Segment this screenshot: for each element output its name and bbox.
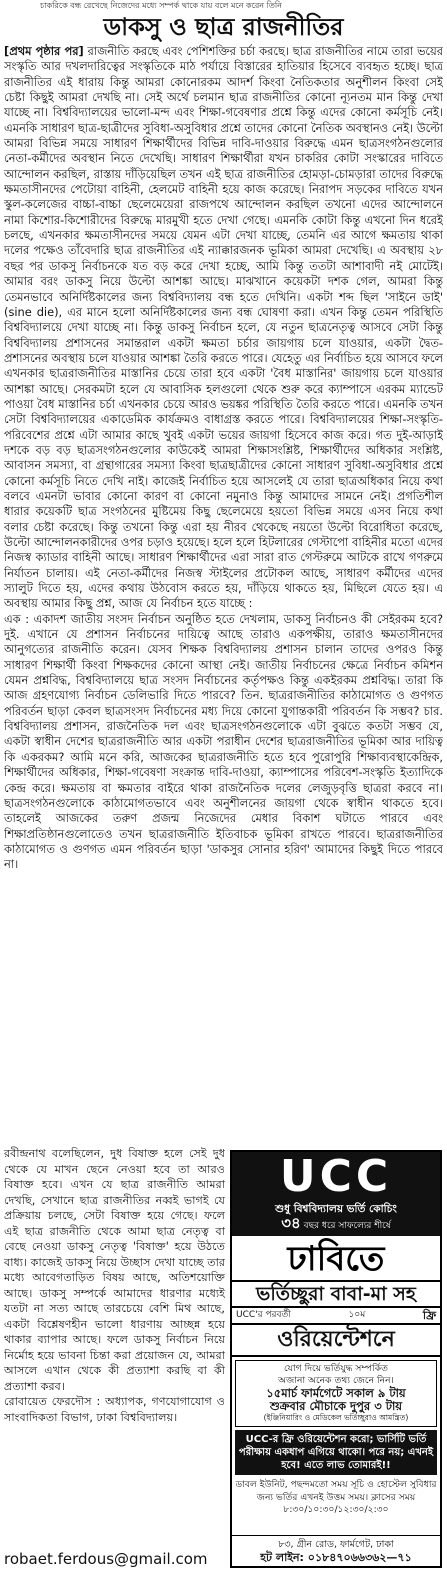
ad-schedule-box xyxy=(235,1360,437,1427)
author-email: robaet.ferdous@gmail.com xyxy=(4,1550,208,1568)
ad-hotline: হট লাইন: ০১৮৪৭০৬৬৩৬২—৭১ xyxy=(260,1551,412,1564)
ucc-advertisement xyxy=(230,1150,442,1568)
ad-date-line: শুক্রবার মৌচাকে দুপুর ৩ টায় xyxy=(269,1398,403,1413)
article-side-column xyxy=(4,1146,225,1544)
ad-years-text: বছর ধরে সাফল্যের শীর্ষে xyxy=(303,1221,391,1231)
previous-column-fragment: চাকরিকে বন্ধ রেখেছে নিজেদের মধ্যে সম্পর্ক থাকে যায় বলে মনে করেন তিনি xyxy=(40,1,282,10)
ad-row-mid: ১০ম xyxy=(348,1310,366,1320)
ad-row-left: UCC'র পরবর্তী xyxy=(236,1310,291,1320)
ad-box-line: যোগ দিয়ে ভর্তিযুদ্ধ সম্পর্কিত xyxy=(283,1363,389,1374)
ad-box-line: অজানা অনেক তথ্য জেনে নিন। xyxy=(278,1375,394,1387)
continuation-label: [প্রথম পৃষ্ঠার পর] xyxy=(4,44,84,58)
ad-note: (ইঞ্জিনিয়ারিং ও মেডিকেল ভর্তিচ্ছুরাও আমন্ত্রিত) xyxy=(263,1412,409,1422)
ad-headline-3: ওরিয়েন্টেশনে xyxy=(232,1323,440,1357)
author-byline: রোবায়েত ফেরদৌস : অধ্যাপক, গণযোগাযোগ ও সাংবাদিকতা বিভাগ, ঢাকা বিশ্ববিদ্যালয়। xyxy=(4,1395,225,1424)
side-paragraph: রবীন্দ্রনাথ বলেছিলেন, দুধ বিষাক্ত হলে সেই দুধ থেকে যে মাখন ছেনে নেওয়া হবে তা আরও বিষাক্ত হবে। এখন যে ছাত্র রাজনীতি আমরা দেখছি, সেখানে ছাত্র রাজনীতির নব্বই ভাগই যে প্রক্রিয়ায় চলছে, সেটা বিষাক্ত হয়ে গেছে। ফলে এই ছাত্র রাজনীতি থেকে আমা ছাত্র নেতৃত্ব বা বেছে নেওয়া ডাকসু নেতৃত্ব 'বিষাক্ত' হয়ে উঠতে বাধ্য। কাজেই ডাকসু নিয়ে উচ্ছাস দেখা যাচ্ছে তার মধ্যে আবেগতাড়িত বিষয় আছে, অতিশয়োক্তি আছে। ডাকসু সম্পর্কে আমাদের ধারণার মধ্যেই যতটা না সত্য আছে তারচেয়ে বেশি মিথ আছে, একটা বিশ্লেষণহীন ভালো ধারণায় আচ্ছন্ন হয়ে থাকার ব্যাপার আছে। ফলে ডাকসু নির্বাচন নিয়ে নির্মোহ হয়ে ভাবনা চিন্তা করা প্রয়োজন যে, আমরা আসলে এখান থেকে কী প্রত্যাশা করছি বা কী প্রত্যাশা করব। xyxy=(4,1147,225,1393)
ad-headline-2: ভর্তিচ্ছুরা বাবা-মা সহ xyxy=(232,1280,440,1308)
ad-years xyxy=(232,1216,440,1236)
ucc-logo: UCC xyxy=(232,1152,440,1202)
ad-footer-info: ডাবল ইউনিট, পছন্দমতো সময় সূচি ও হোস্টেল সুবিধার জন্য ভর্তির এখনই উত্তম সময়। ক্লাসের সময় ৮:৩০/১০:৩০/১২:৩০/২:৩০ xyxy=(235,1479,437,1516)
ad-orientation-row xyxy=(232,1308,440,1323)
article-body xyxy=(4,44,443,1146)
ad-date-line: ১৫মার্চ ফার্মগেটে সকাল ৯ টায় xyxy=(266,1386,406,1401)
article-headline: ডাকসু ও ছাত্র রাজনীতির xyxy=(103,13,344,41)
ad-contact xyxy=(232,1535,440,1566)
ad-address: ৮৩, গ্রীন রোড, ফার্মগেট, ঢাকা xyxy=(278,1539,394,1550)
ad-years-number: ৩৪ xyxy=(281,1214,301,1232)
body-paragraph-text: রাজনীতি করছে এবং পেশিশক্তির চর্চা করছে। ছাত্র রাজনীতির নামে তারা ভয়ের সংস্কৃতি আর দখলদারিত্বের সংস্কৃতিকে মাঠ পর্যায়ে বিস্তারের হাতিয়ার হিসেবে ব্যবহৃত হচ্ছে। ছাত্র রাজনীতির এই ধারায় কিন্তু আমরা কোনোরকম আদর্শ কিংবা নৈতিকতার অনুশীলন কিংবা সেই চেষ্টা কিছুই আমরা দেখছি না। সেই অর্থে চলমান ছাত্র রাজনীতির কোনো ন্যূনতম মান কিন্তু দেখা যাচ্ছে না। বিশ্ববিদ্যালয়ের ভালো-মন্দ এবং শিক্ষা-গবেষণার প্রশ্নে কিন্তু এদের কোনো কর্মসূচি নেই। এমনকি সাধারণ ছাত্র-ছাত্রীদের সুবিধা-অসুবিধার প্রশ্নে তাদের কোনো নৈতিক অবস্থানও নেই। উল্টো আমরা বিভিন্ন সময়ে সাধারণ শিক্ষার্থীদের বিভিন্ন দাবি-দাওয়ার বিরুদ্ধে এমন ছাত্রসংগঠনগুলোর নেতা-কর্মীদের অবস্থান নিতে দেখেছি। সাধারণ শিক্ষার্থীরা যখন চাকরির কোটা সংস্কারের দাবিতে আন্দোলন করছিল, রাস্তায় দাঁড়িয়েছিল তখন এই ছাত্র রাজনীতির হোমড়া-চোমড়ারা তাদের বিরুদ্ধে ক্ষমতাসীনদের পেটোয়া বাহিনী, হেলমেট বাহিনী হয়ে কাজ করেছে। নিরাপদ সড়কের দাবিতে যখন স্কুল-কলেজের বাচ্চা-বাচ্চা ছেলেমেয়েরা রাজপথে আন্দোলন করছিল তখনো এদের আন্দোলনে নামা কিশোর-কিশোরীদের বিরুদ্ধে মারমুখী হতে দেখা গেছে। এমনকি কোটা কিন্তু এখনো দিন ধরেই চলছে, এখনকার ক্ষমতাসীনদের সময়ে যেমন এটা দেখা যাচ্ছে, তেমনি এর আগে ক্ষমতায় থাকা দলের পক্ষেও তাঁবেদারি ছাত্র রাজনীতির এই ন্যাক্কারজনক ভূমিকা আমরা দেখেছি। এ অবস্থায় ২৮ বছর পর ডাকসু নির্বাচনকে যত বড় করে দেখা হচ্ছে, আমি কিন্তু ততটা আশাবাদী নই মোটেই। আমার বরং ডাকসু নিয়ে উল্টো আশঙ্কা আছে। মাঝখানে কয়েকটা দশক গেল, আমরা কিন্তু তেমনভাবে অনির্দিষ্টকালের জন্য বিশ্ববিদ্যালয় বন্ধ হতে দেখিনি। একটা শব্দ ছিল 'সাইনে ডাই' (sine die), এর মানে হলো অনির্দিষ্টকালের জন্য বন্ধ ঘোষণা করা। এখন কিন্তু তেমন পরিস্থিতি বিশ্ববিদ্যালয়ে দেখা যাচ্ছে না। কিন্তু ডাকসু নির্বাচন হলে, যে নতুন ছাত্রনেতৃত্ব আসবে সেটা কিন্তু বিশ্ববিদ্যালয় প্রশাসনের সমান্তরাল একটা ক্ষমতা চর্চার জায়গায় চলে যাওয়ার, একটা দ্বৈত-প্রশাসনের অবস্থায় চলে যাওয়ার আশঙ্কা তৈরি করতে পারে। যেহেতু এর নির্বাচিত হয়ে আসবে ফলে এখনকার ছাত্ররাজনীতির মাস্তানির চেয়ে তারা হবে একটা 'বৈধ মাস্তানির' জায়গায় চলে যাওয়ার আশঙ্কা আছে। সেরকমটা হলে যে আবাসিক হলগুলো থেকে শুরু করে ক্যাম্পাসে এরকম ম্যান্ডেট পাওয়া বৈধ মাস্তানির চর্চা এখনকার চেয়ে আরও ভয়ঙ্কর পরিস্থিতি তৈরি করতে পারে। এমনকি তখন সেটা বিশ্ববিদ্যালয়ের একাডেমিক কার্যক্রমও বাধাগ্রস্ত করতে পারে। বিশ্ববিদ্যালয়ের শিক্ষা-সংস্কৃতি-পরিবেশের প্রশ্নে এটা আমার কাছে খুবই একটা ভয়ের জায়গা হিসেবে কাজ করে। গত দুই-আড়াই দশকে বড় বড় ছাত্রসংগঠনগুলোর কাউকেই আমরা শিক্ষাসংশ্লিষ্ট, শিক্ষার্থীদের অধিকার সংশ্লিষ্ট, আবাসন সমস্যা, বা গ্রন্থাগারের সমস্যা কিংবা ছাত্রছাত্রীদের কোনো সাধারণ সুবিধা-অসুবিধার প্রশ্নে কোনো কর্মসূচি নিতে দেখি নাই। কাজেই নির্বাচিত হয়ে আসলেই যে তারা ছাত্রঅধিকার নিয়ে কথা বলবে এমনটা ভাবার কোনো কারণ বা কোনো নমুনাও কিন্তু আমাদের সামনে নেই। প্রগতিশীল ধারার কয়েকটি ছাত্র সংগঠনের মুষ্টিমেয় কিছু ছেলেমেয়ে হয়তো বিভিন্ন সময়ে এসব নিয়ে কথা বলার চেষ্টা করেছে। কিন্তু তখনো কিন্তু এরা হয় নীরব থেকেছে নয়তো উল্টো বিরোধিতা করেছে, উল্টো আন্দোলনকারীদের ওপর চড়াও হয়েছে। হলে হলে হিটলারের গেস্টাপো বাহিনীর মতো এদের নিজস্ব ক্যাডার বাহিনী আছে। সাধারণ শিক্ষার্থীদের এরা সারা রাত গেস্টরুমে আটকে রাখে গণরুমে নির্যাতন চালায়। এই নেতা-কর্মীদের নিজস্ব স্টাইলের প্রটোকল আছে, সাধারণ কর্মীদের এদের স্যালুট দিতে হয়, এদের কথায় উঠবোস করতে হয়, দাঁড়িয়ে থাকতে হয়, মিছিলে যেতে হয়। এ অবস্থায় আমার কিছু প্রশ্ন, আজ যে নির্বাচন হতে যাচ্ছে : xyxy=(4,44,443,611)
ad-callout: UCC-র ফ্রি ওরিয়েন্টেশন করো; ভার্সিটি ভর্তি পরীক্ষায় একধাপ এগিয়ে থাকো। পরে নয়; এখনই হবে! এতে লাভ তোমারই!! xyxy=(235,1430,437,1475)
ad-tagline: শুধু বিশ্ববিদ্যালয় ভর্তি কোচিং xyxy=(232,1202,440,1216)
ad-headline-1: ঢাবিতে xyxy=(287,1239,385,1279)
body-paragraph: এক : একাদশ জাতীয় সংসদ নির্বাচন অনুষ্ঠিত হতে দেখলাম, ডাকসু নির্বাচনও কী সেইরকম হবে? দুই. এখানে যে প্রশাসন নির্বাচনের দায়িত্বে আছে তারাও একপক্ষীয়, তারাও ক্ষমতাসীনদের আনুগত্যের রাজনীতি করেন। যেসব শিক্ষক বিশ্ববিদ্যালয় প্রশাসন চালান তাদের ওপরও কিন্তু সাধারণ শিক্ষার্থী কিংবা শিক্ষকদের কোনো আস্থা নেই। জাতীয় নির্বাচনের ক্ষেত্রে নির্বাচন কমিশন যেমন প্রশ্নবিদ্ধ, বিশ্ববিদ্যালয়ে ছাত্র সংসদ নির্বাচনের কর্তৃপক্ষও কিন্তু একইরকম প্রশ্নবিদ্ধ। তারা কি আজ গ্রহণযোগ্য নির্বাচন ডেলিভারি দিতে পারবে? তিন. ছাত্ররাজনীতির কাঠামোগত ও গুণগত পরিবর্তন ছাড়া কেবল ছাত্রসংসদ নির্বাচনের মধ্য দিয়ে কোনো যুগান্তকারী পরিবর্তন কি সম্ভব? চার. বিশ্ববিদ্যালয় প্রশাসন, রাজনৈতিক দল এবং ছাত্রসংগঠনগুলোকে এটা বুঝতে কতটা সম্ভব যে, একটা স্বাধীন দেশের ছাত্ররাজনীতি আর একটা পরাধীন দেশের ছাত্ররাজনীতির ভূমিকা আর দায়িত্ব কি একরকম? আমি মনে করি, আজকের ছাত্ররাজনীতি হতে হবে পুরোপুরি শিক্ষাব্যবস্থাকেন্দ্রিক, শিক্ষার্থীদের অধিকার, শিক্ষা-গবেষণা সংক্রান্ত দাবি-দাওয়া, ক্যাম্পাসের পরিবেশ-সংস্কৃতি ইত্যাদিকে কেন্দ্র করে। ক্ষমতায় বা ক্ষমতার বাইরে থাকা রাজনৈতিক দলের লেজুড়বৃত্তি ছাত্ররা করবে না। ছাত্রসংগঠনগুলোকে কাঠামোগতভাবে এবং অনুশীলনের জায়গা থেকে স্বাধীন থাকতে হবে। তাহলেই আজকের তরুণ প্রজন্ম নিজেদের মেধার বিকাশ ঘটাতে পারবে এবং শিক্ষাপ্রতিষ্ঠানগুলোতেও তখন ছাত্ররাজনীতি ইতিবাচক ভূমিকা রাখতে পারবে। ছাত্ররাজনীতির কাঠামোগত ও গুণগত এমন পরিবর্তন ছাড়া 'ডাকসুর সোনার হরিণ' আমাদের কিছুই দিতে পারবে না। xyxy=(4,611,443,872)
body-paragraph xyxy=(4,44,443,612)
ad-free-label: ফ্রি xyxy=(422,1309,436,1322)
